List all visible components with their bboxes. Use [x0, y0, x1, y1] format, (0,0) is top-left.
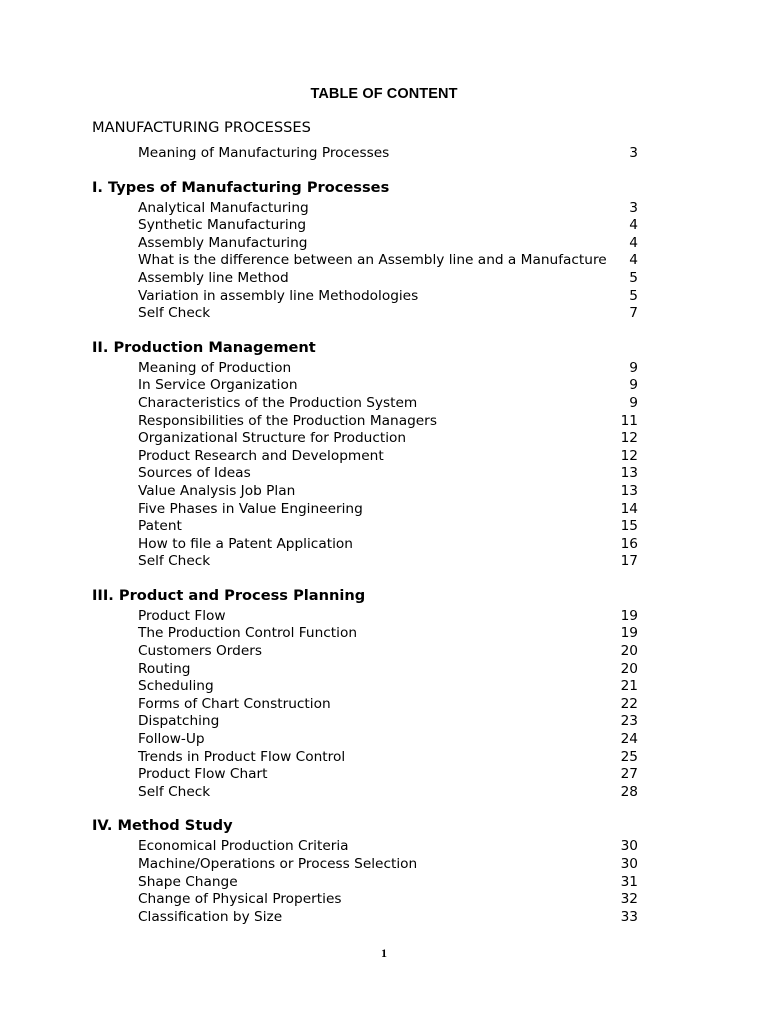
toc-entry-page-number: 30	[620, 856, 638, 872]
section-heading: III. Product and Process Planning	[92, 586, 366, 604]
toc-entry-label: Scheduling	[138, 678, 214, 695]
toc-entry-page-number: 14	[620, 500, 638, 517]
toc-entry-label: Responsibilities of the Production Managers	[138, 412, 437, 429]
toc-entry	[92, 678, 652, 696]
toc-entry-page-number: 19	[620, 625, 638, 642]
toc-entry-page-number: 15	[620, 518, 638, 535]
section-heading: II. Production Management	[92, 338, 316, 356]
toc-section	[92, 336, 652, 571]
toc-entry-page-number: 20	[620, 643, 638, 660]
toc-entry-label: Self Check	[138, 553, 211, 570]
toc-entry	[92, 501, 652, 519]
toc-entry-page-number: 12	[620, 447, 638, 464]
toc-entry	[92, 766, 652, 784]
toc-entry-page-number: 9	[629, 377, 638, 394]
toc-entry-label: How to file a Patent Application	[138, 535, 353, 552]
toc-entry-label: Variation in assembly line Methodologies	[138, 287, 419, 304]
toc-entry-label: Patent	[138, 518, 182, 535]
toc-entry	[92, 749, 652, 767]
toc-entry	[92, 200, 652, 218]
toc-entry-label: The Production Control Function	[138, 625, 358, 642]
toc-entry	[92, 713, 652, 731]
toc-entry	[92, 608, 652, 626]
toc-entry	[92, 235, 652, 253]
toc-entry-page-number: 17	[620, 553, 638, 570]
toc-entry	[92, 838, 652, 856]
toc-entry-label: Economical Production Criteria	[138, 838, 349, 855]
toc-entry-page-number: 4	[629, 234, 638, 251]
toc-entry	[92, 661, 652, 679]
toc-entry	[92, 360, 652, 378]
toc-entry-page-number: 32	[620, 891, 638, 908]
toc-entry-page-number: 4	[629, 252, 638, 269]
toc-entry-label: Classification by Size	[138, 908, 283, 925]
toc-entry-label: Shape Change	[138, 873, 238, 890]
toc-entry-page-number: 12	[620, 430, 638, 447]
toc-entry-page-number: 30	[620, 838, 638, 855]
toc-entry-label: What is the difference between an Assembly line and a Manufacture	[138, 252, 607, 269]
toc-entry-label: Meaning of Production	[138, 359, 292, 376]
toc-entry	[92, 483, 652, 501]
toc-entry	[92, 252, 652, 270]
toc-entry-page-number: 9	[629, 359, 638, 376]
page-number: 1	[381, 946, 387, 960]
toc-section	[92, 814, 652, 926]
toc-entry	[92, 288, 652, 306]
toc-entry-label: Value Analysis Job Plan	[138, 482, 296, 499]
toc-entry	[92, 731, 652, 749]
toc-entry-page-number: 33	[620, 908, 638, 925]
toc-entry-label: Five Phases in Value Engineering	[138, 500, 363, 517]
toc-entry-label: Assembly Manufacturing	[138, 234, 308, 251]
toc-entry	[92, 536, 652, 554]
toc-entry-page-number: 22	[620, 695, 638, 712]
toc-entry	[92, 413, 652, 431]
toc-entry	[92, 217, 652, 235]
toc-entry-page-number: 20	[620, 660, 638, 677]
toc-entry	[92, 909, 652, 927]
toc-entry-label: Customers Orders	[138, 643, 262, 660]
toc-entry-label: Organizational Structure for Production	[138, 430, 407, 447]
toc-entry-page-number: 27	[620, 766, 638, 783]
toc-entry-label: In Service Organization	[138, 377, 298, 394]
toc-entry	[92, 448, 652, 466]
toc-entry-page-number: 7	[629, 305, 638, 322]
toc-entry-page-number: 5	[629, 269, 638, 286]
toc-entry-label: Self Check	[138, 783, 211, 800]
toc-entry-page-number: 25	[620, 748, 638, 765]
toc-entry-label: Routing	[138, 660, 191, 677]
toc-entry-label: Assembly line Method	[138, 269, 289, 286]
toc-entry	[92, 696, 652, 714]
toc-section	[92, 116, 652, 163]
toc-entry-page-number: 19	[620, 607, 638, 624]
toc-entry-label: Follow-Up	[138, 731, 205, 748]
toc-entry	[92, 270, 652, 288]
toc-section	[92, 176, 652, 323]
toc-entry	[92, 145, 652, 163]
toc-entry-label: Change of Physical Properties	[138, 891, 342, 908]
toc-entry	[92, 784, 652, 802]
toc-entry-page-number: 13	[620, 465, 638, 482]
toc-entry-label: Product Flow	[138, 607, 226, 624]
toc-entry	[92, 643, 652, 661]
toc-entry-page-number: 28	[620, 783, 638, 800]
toc-entry	[92, 625, 652, 643]
toc-entry-label: Dispatching	[138, 713, 220, 730]
toc-entry	[92, 465, 652, 483]
toc-entry-label: Forms of Chart Construction	[138, 695, 331, 712]
toc-entry	[92, 874, 652, 892]
toc-entry-label: Product Research and Development	[138, 447, 384, 464]
toc-entry	[92, 891, 652, 909]
page-title: TABLE OF CONTENT	[310, 86, 458, 102]
toc-entry-page-number: 16	[620, 535, 638, 552]
toc-entry-page-number: 3	[629, 199, 638, 216]
toc-entry-label: Machine/Operations or Process Selection	[138, 856, 418, 872]
toc-entry	[92, 518, 652, 536]
toc-entry-label: Product Flow Chart	[138, 766, 268, 783]
toc-entry-page-number: 24	[620, 731, 638, 748]
table-of-contents	[92, 116, 652, 926]
toc-entry-label: Trends in Product Flow Control	[138, 748, 346, 765]
toc-entry	[92, 553, 652, 571]
toc-entry-page-number: 3	[629, 145, 638, 161]
toc-entry-page-number: 31	[620, 873, 638, 890]
toc-entry	[92, 377, 652, 395]
toc-entry	[92, 430, 652, 448]
toc-entry-page-number: 9	[629, 394, 638, 411]
toc-entry-page-number: 23	[620, 713, 638, 730]
section-heading: I. Types of Manufacturing Processes	[92, 178, 390, 196]
toc-entry	[92, 395, 652, 413]
section-heading: IV. Method Study	[92, 817, 233, 835]
toc-entry-page-number: 5	[629, 287, 638, 304]
toc-entry-page-number: 4	[629, 217, 638, 234]
toc-entry-label: Sources of Ideas	[138, 465, 251, 482]
toc-entry-label: Meaning of Manufacturing Processes	[138, 145, 390, 161]
toc-entry-label: Characteristics of the Production System	[138, 394, 418, 411]
toc-entry	[92, 856, 652, 874]
toc-entry-label: Analytical Manufacturing	[138, 199, 309, 216]
section-heading: MANUFACTURING PROCESSES	[92, 119, 311, 136]
toc-entry	[92, 305, 652, 323]
toc-entry-label: Synthetic Manufacturing	[138, 217, 307, 234]
toc-entry-label: Self Check	[138, 305, 211, 322]
toc-entry-page-number: 11	[620, 412, 638, 429]
toc-entry-page-number: 13	[620, 482, 638, 499]
toc-entry-page-number: 21	[620, 678, 638, 695]
toc-section	[92, 584, 652, 802]
